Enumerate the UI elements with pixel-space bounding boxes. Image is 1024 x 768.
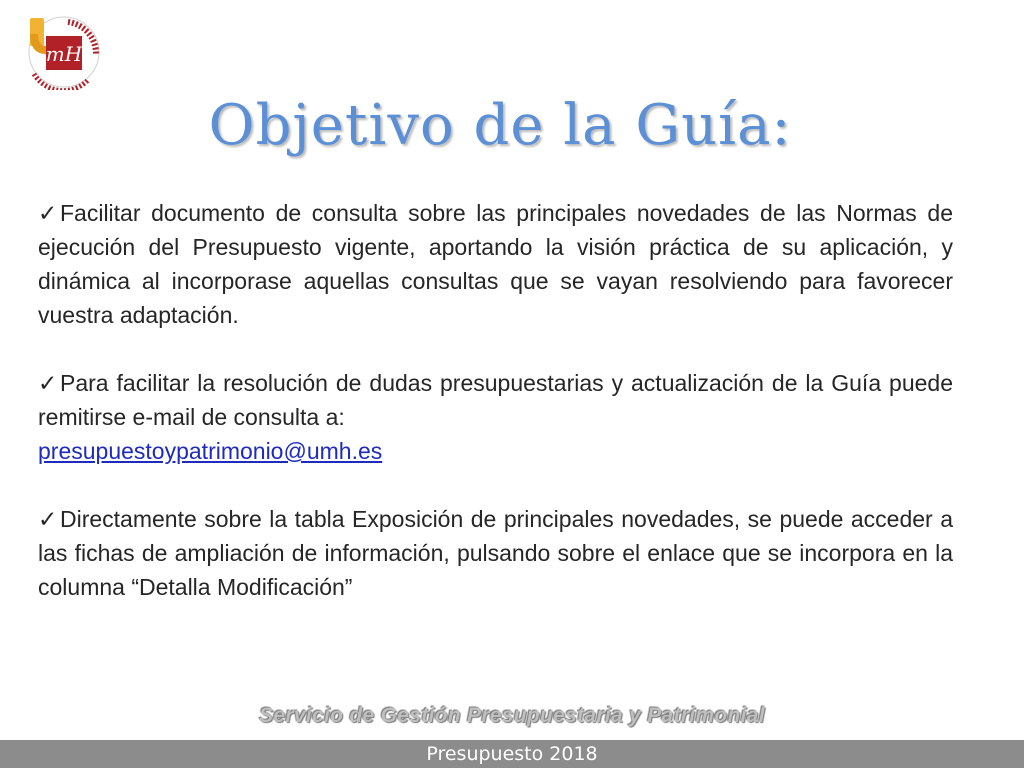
bullet-item-guide-purpose	[38, 196, 953, 332]
checkmark-icon: ✓	[38, 506, 58, 532]
checkmark-icon: ✓	[38, 370, 58, 396]
page-title: Objetivo de la Guía:	[208, 93, 792, 158]
bullet-text: Directamente sobre la tabla Exposición de principales novedades, se puede acceder a las fichas de ampliación de información, pulsando sobre el enlace que se incorpora en la columna “Detalla Modificación”	[38, 506, 953, 600]
bullet-item-contact-email	[38, 366, 953, 468]
checkmark-icon: ✓	[38, 200, 58, 226]
footer-bar-label: Presupuesto 2018	[426, 743, 598, 765]
umh-logo-icon	[18, 14, 102, 90]
footer-service-name: Servicio de Gestión Presupuestaria y Patrimonial	[259, 704, 765, 727]
footer-bar	[0, 740, 1024, 768]
bullet-text: Para facilitar la resolución de dudas presupuestarias y actualización de la Guía puede remitirse e-mail de consulta a:	[38, 370, 953, 430]
email-link[interactable]: presupuestoypatrimonio@umh.es	[38, 438, 383, 464]
svg-text:mH: mH	[45, 42, 83, 66]
bullet-list	[38, 196, 953, 638]
bullet-item-table-links	[38, 502, 953, 604]
university-logo	[18, 14, 102, 90]
bullet-text: Facilitar documento de consulta sobre las principales novedades de las Normas de ejecución del Presupuesto vigente, aportando la visión práctica de su aplicación, y dinámica al incorporase aquellas consultas que se vayan resolviendo para favorecer vuestra adaptación.	[38, 200, 953, 328]
